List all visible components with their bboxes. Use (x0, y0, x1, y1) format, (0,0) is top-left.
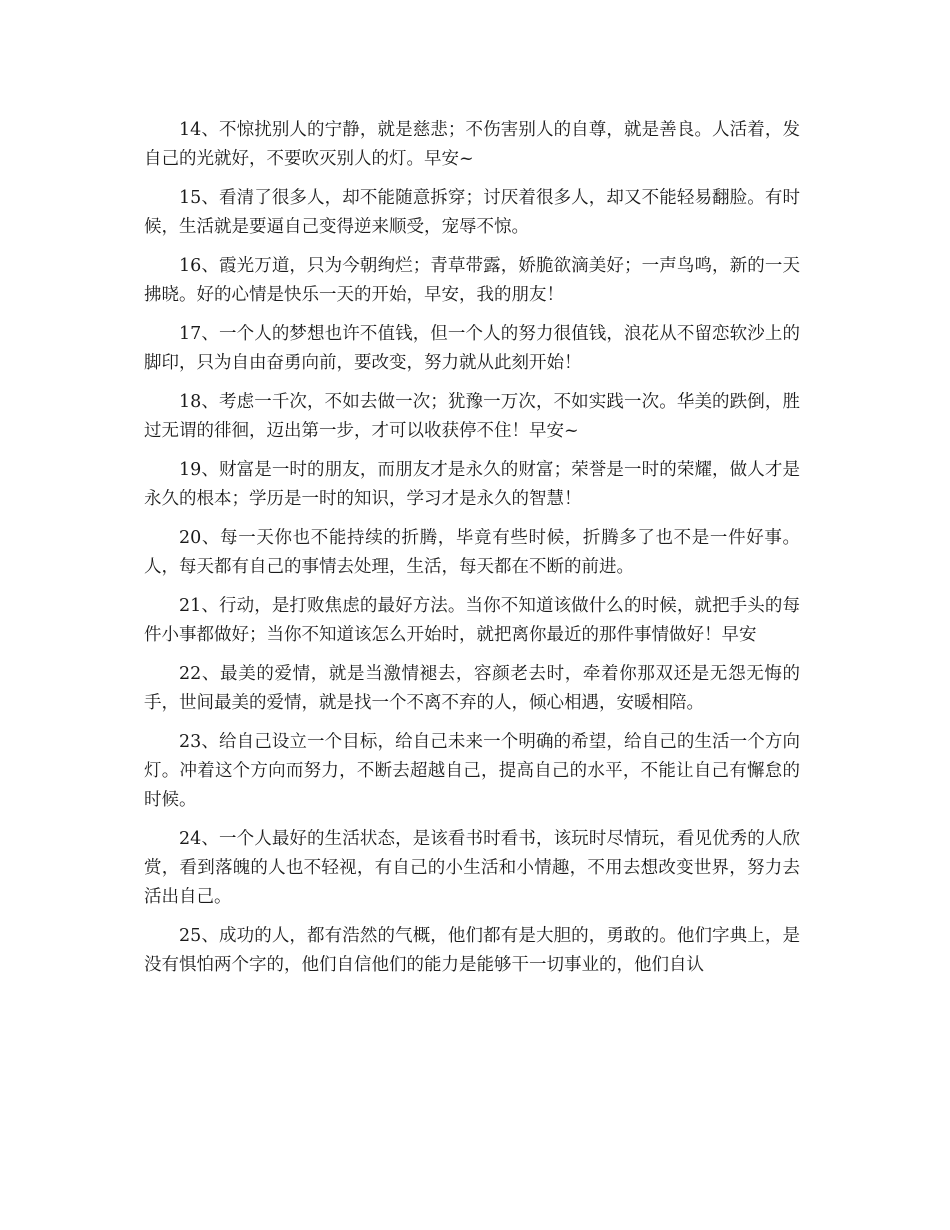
paragraph-23: 23、给自己设立一个目标，给自己未来一个明确的希望，给自己的生活一个方向灯。冲着这个方向而努力，不断去超越自己，提高自己的水平，不能让自己有懈怠的时候。 (144, 732, 800, 810)
paragraph-24: 24、一个人最好的生活状态，是该看书时看书，该玩时尽情玩，看见优秀的人欣赏，看到落魄的人也不轻视，有自己的小生活和小情趣，不用去想改变世界，努力去活出自己。 (144, 829, 800, 907)
paragraph-22: 22、最美的爱情，就是当激情褪去，容颜老去时，牵着你那双还是无怨无悔的手，世间最美的爱情，就是找一个不离不弃的人，倾心相遇，安暖相陪。 (144, 664, 800, 713)
paragraph-16: 16、霞光万道，只为今朝绚烂；青草带露，娇脆欲滴美好；一声鸟鸣，新的一天拂晓。好的心情是快乐一天的开始，早安，我的朋友！ (144, 256, 800, 305)
paragraph-20: 20、每一天你也不能持续的折腾，毕竟有些时候，折腾多了也不是一件好事。人，每天都有自己的事情去处理，生活，每天都在不断的前进。 (144, 528, 800, 577)
paragraph-19: 19、财富是一时的朋友，而朋友才是永久的财富；荣誉是一时的荣耀，做人才是永久的根本；学历是一时的知识，学习才是永久的智慧！ (144, 460, 800, 509)
paragraph-17: 17、一个人的梦想也许不值钱，但一个人的努力很值钱，浪花从不留恋软沙上的脚印，只为自由奋勇向前，要改变，努力就从此刻开始！ (144, 324, 800, 373)
document-page (144, 116, 800, 990)
paragraph-18: 18、考虑一千次，不如去做一次；犹豫一万次，不如实践一次。华美的跌倒，胜过无谓的徘徊，迈出第一步，才可以收获停不住！早安~ (144, 392, 800, 441)
paragraph-14: 14、不惊扰别人的宁静，就是慈悲；不伤害别人的自尊，就是善良。人活着，发自己的光就好，不要吹灭别人的灯。早安~ (144, 120, 800, 169)
paragraph-25: 25、成功的人，都有浩然的气概，他们都有是大胆的，勇敢的。他们字典上，是没有惧怕两个字的，他们自信他们的能力是能够干一切事业的，他们自认 (144, 926, 800, 975)
paragraph-21: 21、行动，是打败焦虑的最好方法。当你不知道该做什么的时候，就把手头的每件小事都做好；当你不知道该怎么开始时，就把离你最近的那件事情做好！早安 (144, 596, 800, 645)
paragraph-15: 15、看清了很多人，却不能随意拆穿；讨厌着很多人，却又不能轻易翻脸。有时候，生活就是要逼自己变得逆来顺受，宠辱不惊。 (144, 188, 800, 237)
